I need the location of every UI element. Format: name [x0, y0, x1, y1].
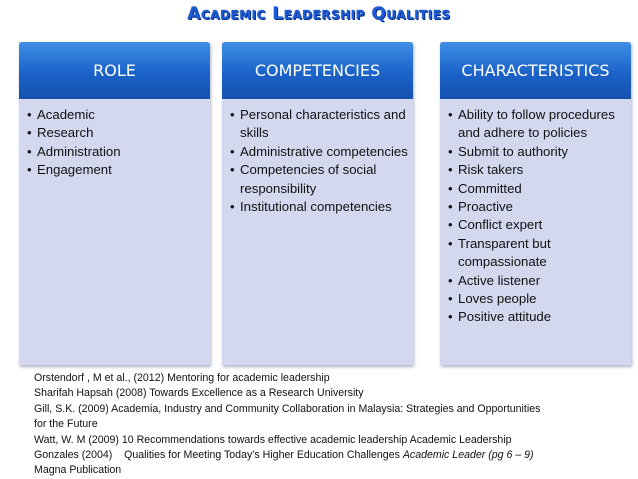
list-item [448, 308, 627, 326]
list-item [27, 143, 206, 161]
list-item-text: Research [37, 125, 94, 141]
list-item [448, 106, 627, 143]
bullet-icon: • [448, 162, 453, 178]
reference-line [34, 448, 634, 463]
reference-text: Gonzales (2004) Qualities for Meeting Today’s Higher Education Challenges [34, 449, 403, 462]
characteristics-column [440, 42, 631, 365]
competencies-column [222, 42, 413, 365]
bullet-icon: • [230, 107, 235, 122]
list-item [448, 216, 627, 234]
list-item-text: Conflict expert [458, 217, 543, 233]
bullet-icon: • [448, 180, 453, 196]
list-item-text: Committed [458, 180, 522, 196]
characteristics-header: CHARACTERISTICS [440, 42, 631, 99]
list-item [448, 290, 627, 308]
page-title: Academic Leadership Qualities [187, 4, 451, 24]
list-item-text: Administrative competencies [240, 143, 408, 159]
list-item [448, 161, 627, 179]
bullet-icon: • [27, 162, 32, 178]
list-item-text: Engagement [37, 162, 112, 178]
bullet-icon: • [27, 125, 32, 141]
list-item-text: Submit to authority [458, 143, 568, 159]
bullet-icon: • [27, 143, 32, 159]
list-item [230, 143, 409, 161]
bullet-icon: • [448, 199, 453, 215]
list-item-text: Administration [37, 143, 121, 159]
list-item-text: Institutional competencies [240, 199, 392, 215]
list-item [448, 235, 627, 272]
list-item [27, 106, 206, 124]
characteristics-list [440, 99, 631, 327]
bullet-icon: • [448, 291, 453, 307]
bullet-icon: • [448, 107, 453, 122]
bullet-icon: • [448, 309, 453, 325]
reference-line: for the Future [34, 418, 98, 431]
list-item-text: Personal characteristics and skills [240, 107, 406, 141]
bullet-icon: • [448, 143, 453, 159]
list-item [27, 124, 206, 142]
role-column [19, 42, 210, 365]
list-item-text: Proactive [458, 199, 513, 215]
list-item-text: Loves people [458, 291, 537, 307]
bullet-icon: • [448, 235, 453, 251]
bullet-icon: • [27, 107, 32, 122]
competencies-list [222, 99, 413, 216]
competencies-header: COMPETENCIES [222, 42, 413, 99]
list-item [448, 143, 627, 161]
reference-line: Gill, S.K. (2009) Academia, Industry and Community Collaboration in Malaysia: Strategies and Opportunities [34, 402, 541, 415]
list-item-text: Ability to follow procedures and adhere to policies [458, 107, 615, 141]
role-list [19, 99, 210, 180]
list-item [230, 106, 409, 143]
bullet-icon: • [230, 143, 235, 159]
role-header: ROLE [19, 42, 210, 99]
list-item-text: Competencies of social responsibility [240, 162, 377, 196]
reference-line: Orstendorf , M et al., (2012) Mentoring for academic leadership [34, 372, 330, 384]
list-item [27, 161, 206, 179]
bullet-icon: • [448, 272, 453, 288]
list-item-text: Active listener [458, 272, 541, 288]
reference-line: Sharifah Hapsah (2008) Towards Excellence as a Research University [34, 387, 364, 400]
list-item-text: Transparent but compassionate [458, 235, 551, 270]
list-item [230, 198, 409, 216]
list-item [448, 272, 627, 290]
list-item-text: Risk takers [458, 162, 524, 178]
list-item-text: Academic [37, 107, 95, 122]
bullet-icon: • [448, 217, 453, 233]
references [34, 371, 634, 479]
list-item [230, 161, 409, 198]
reference-italic-text: Academic Leader (pg 6 – 9) [402, 449, 534, 462]
list-item [448, 198, 627, 216]
list-item-text: Positive attitude [458, 309, 552, 325]
bullet-icon: • [230, 162, 235, 178]
list-item [448, 180, 627, 198]
reference-line: Magna Publication [34, 464, 122, 477]
reference-line: Watt, W. M (2009) 10 Recommendations towards effective academic leadership Academic Leadership [34, 433, 512, 446]
bullet-icon: • [230, 199, 235, 215]
